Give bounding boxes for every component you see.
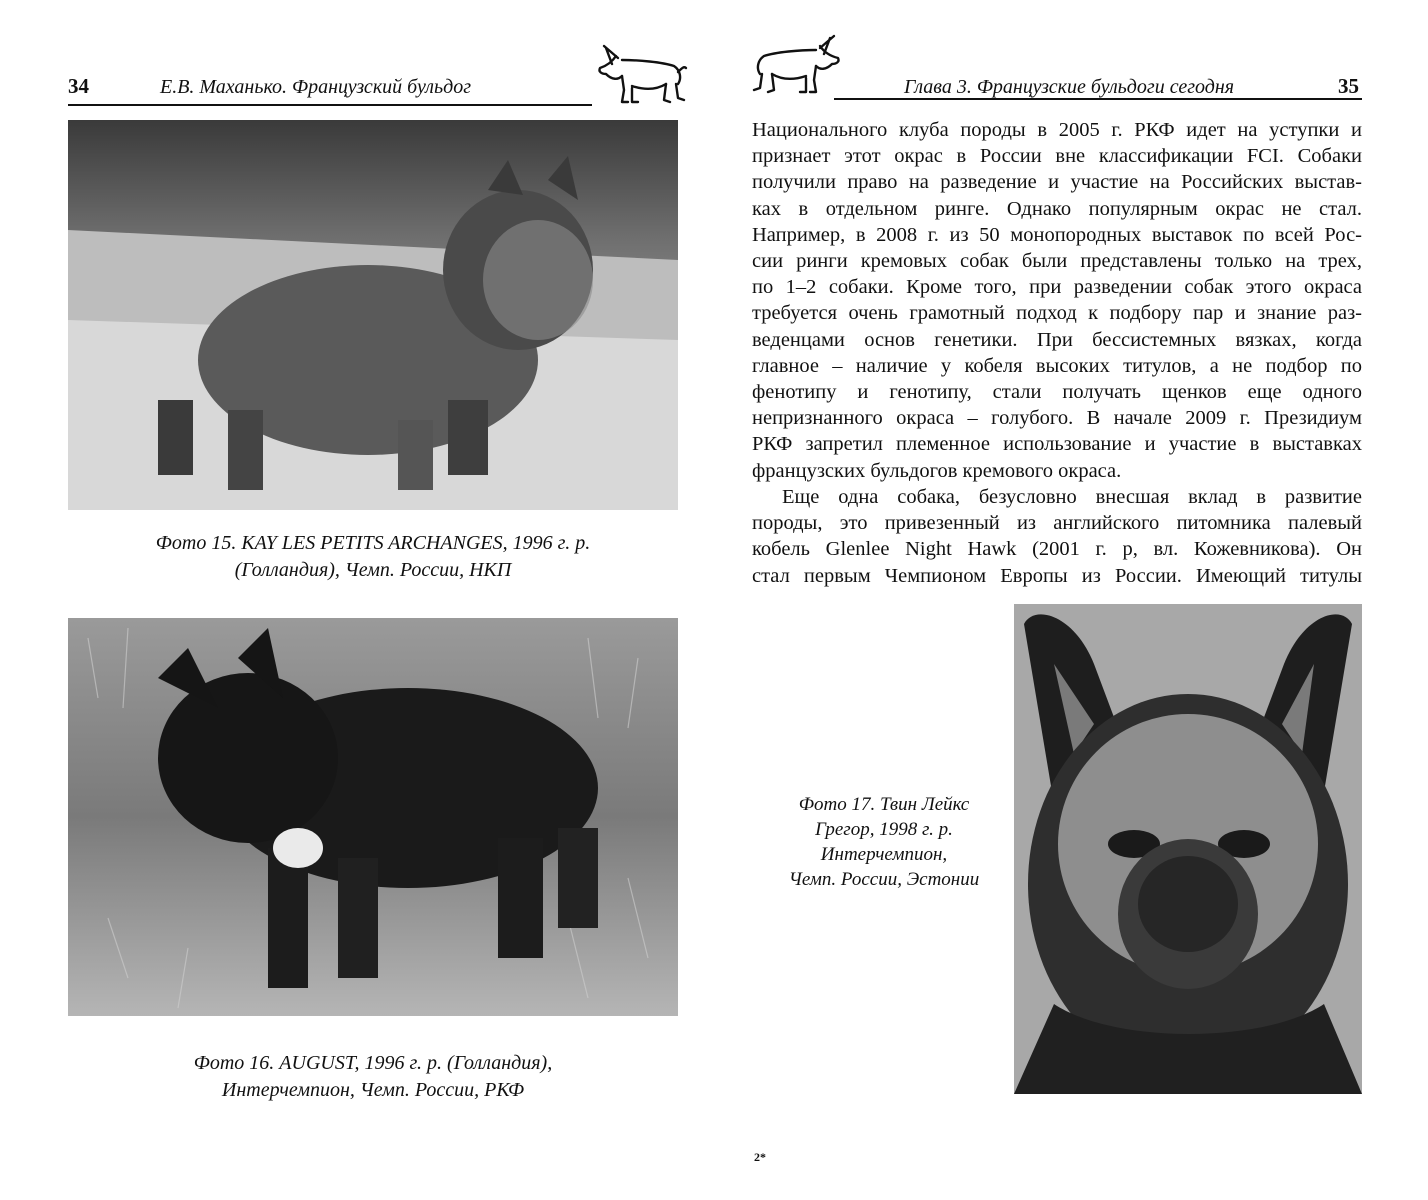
text-line: кобель Glenlee Night Hawk (2001 г. р, вл. Кожевникова). Он	[752, 538, 1362, 561]
caption-line: Фото 16. AUGUST, 1996 г. р. (Голландия),	[193, 1052, 553, 1074]
right-page	[714, 0, 1428, 1200]
caption-line: Интерчемпион, Чемп. России, РКФ	[221, 1079, 525, 1101]
caption-line: Фото 17. Твин Лейкс	[798, 794, 970, 815]
text-line: главное – наличие у кобеля высоких титулов, а не подбор по	[752, 354, 1362, 377]
photo-17-image	[1014, 604, 1362, 1094]
caption-line: (Голландия), Чемп. России, НКП	[234, 559, 512, 581]
running-header: Е.В. Маханько. Французский бульдог	[160, 76, 472, 98]
text-line: РКФ запретил племенное использование и участие в выставках	[752, 433, 1362, 456]
paragraph-2	[752, 484, 1362, 589]
header-rule	[834, 98, 1362, 100]
text-line: признает этот окрас в России вне классификации FCI. Собаки	[752, 145, 1362, 168]
signature-mark: 2*	[754, 1150, 766, 1164]
photo-16-caption	[68, 1050, 678, 1104]
text-line: Еще одна собака, безусловно внесшая вклад в развитие	[782, 486, 1362, 508]
caption-line: Фото 15. KAY LES PETITS ARCHANGES, 1996 г. р.	[155, 532, 591, 554]
caption-line: Грегор, 1998 г. р.	[815, 819, 953, 840]
text-line: непризнанного окраса – голубого. В начале 2009 г. Президиум	[752, 407, 1362, 430]
page-number: 35	[1338, 74, 1359, 98]
text-line: веденцами основ генетики. При бессистемных вязках, когда	[752, 328, 1362, 351]
text-line: требуется очень грамотный подход к подбору пар и знание раз-	[752, 302, 1362, 325]
header-rule	[68, 104, 592, 106]
text-line: фенотипу и генотипу, стали получать щенков еще одного	[752, 381, 1362, 404]
caption-line: Интерчемпион,	[820, 844, 948, 865]
paragraph-1	[752, 117, 1362, 484]
photo-16-image	[68, 618, 678, 1016]
page-number: 34	[68, 74, 89, 98]
text-line: Например, в 2008 г. из 50 монопородных выставок по всей Рос-	[752, 223, 1362, 246]
photo-15-image	[68, 120, 678, 510]
text-line: сии ринги кремовых собак были представлены только на трех,	[752, 250, 1362, 273]
text-line: по 1–2 собаки. Кроме того, при разведении собак этого окраса	[752, 276, 1362, 299]
text-line: получили право на разведение и участие на Российских выстав-	[752, 171, 1362, 194]
running-header: Глава 3. Французские бульдоги сегодня	[904, 76, 1235, 98]
text-line: Национального клуба породы в 2005 г. РКФ идет на уступки и	[752, 119, 1362, 141]
caption-line: Чемп. России, Эстонии	[788, 869, 980, 890]
text-line: стал первым Чемпионом Европы из России. Имеющий титулы	[752, 564, 1362, 587]
bulldog-logo-icon	[748, 30, 848, 106]
text-line: породы, это привезенный из английского питомника палевый	[752, 512, 1362, 535]
text-line: ках в отдельном ринге. Однако популярным окрас не стал.	[752, 197, 1362, 220]
text-line: французских бульдогов кремового окраса.	[752, 459, 1122, 482]
photo-15-caption	[68, 530, 678, 584]
bulldog-logo-icon	[592, 40, 688, 114]
photo-17-caption	[744, 792, 1024, 892]
